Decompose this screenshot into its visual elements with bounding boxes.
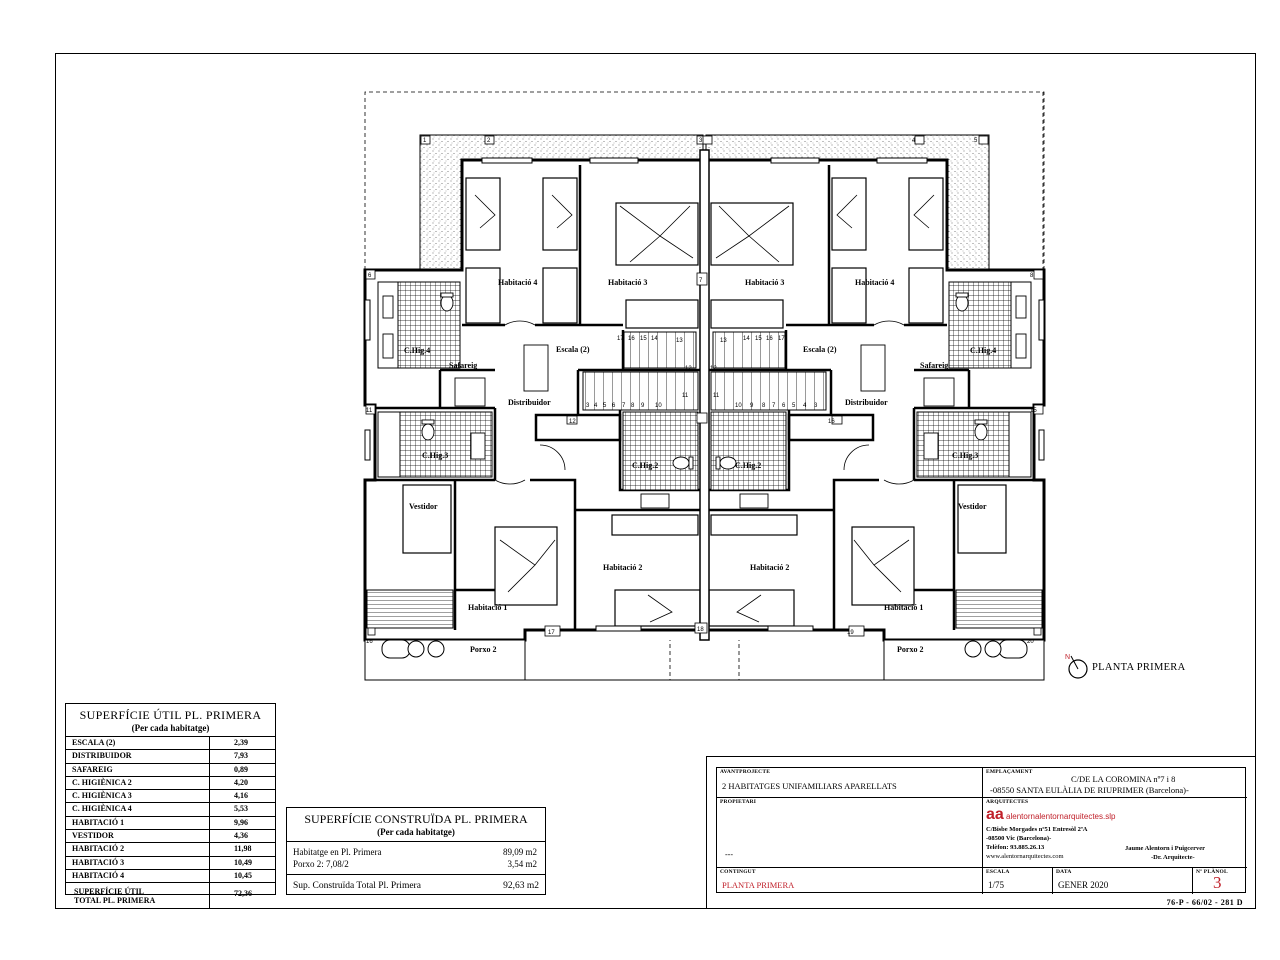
room-label: Safareig	[920, 361, 949, 370]
office-address: -08500 Vic (Barcelona)-	[986, 835, 1052, 842]
table-row	[66, 830, 275, 843]
stair-step-number: 17	[778, 336, 785, 342]
row-name: Porxo 2: 7,08/2	[293, 859, 349, 869]
row-value: 4,20	[234, 777, 248, 787]
table-row	[293, 858, 539, 870]
stair-step-number: 10	[655, 403, 662, 409]
stair-step-number: 9	[750, 403, 754, 409]
architect-name: Jaume Alentorn i Puigcerver	[1125, 845, 1205, 852]
stair-step-number: 13	[720, 338, 727, 344]
cell-caption: EMPLAÇAMENT	[986, 769, 1033, 775]
row-name: HABITACIÓ 3	[66, 857, 210, 869]
row-name: ESCALA (2)	[66, 737, 210, 749]
stair-step-number: 8	[762, 403, 766, 409]
stair-step-number: 8	[631, 403, 635, 409]
row-name: C. HIGIÈNICA 4	[66, 803, 210, 815]
table-subtitle: (Per cada habitatge)	[377, 827, 455, 837]
arquitectes-cell	[983, 798, 1247, 868]
room-label: Porxo 2	[470, 645, 497, 654]
title-block-grid	[716, 767, 1246, 893]
room-label: Vestidor	[409, 502, 438, 511]
axis-marker: 20	[1027, 639, 1034, 645]
row-value: 3,54 m2	[507, 859, 537, 869]
stair-step-number: 16	[828, 419, 835, 425]
table-row	[66, 750, 275, 763]
room-label: Habitació 3	[745, 278, 785, 287]
stair-step-number: 17	[617, 336, 624, 342]
sheet-content: PLANTA PRIMERA	[722, 880, 795, 890]
stair-step-number: 13	[676, 338, 683, 344]
axis-marker: 11	[366, 408, 373, 414]
stair-step-number: 14	[651, 336, 658, 342]
row-value: 4,36	[234, 831, 248, 841]
stair-step-number: 12	[685, 366, 692, 372]
stair-step-number: 3	[814, 403, 818, 409]
row-name: Habitatge en Pl. Primera	[293, 847, 382, 857]
title-block	[706, 756, 1256, 909]
table-total-row	[287, 875, 545, 891]
stair-step-number: 5	[603, 403, 607, 409]
plan-number-cell	[1193, 868, 1247, 894]
row-value: 2,39	[234, 738, 248, 747]
table-body	[287, 842, 545, 875]
axis-marker: 2	[487, 138, 491, 144]
propietari-cell	[717, 798, 983, 868]
address-line: C/DE LA COROMINA nº7 i 8	[1071, 774, 1176, 784]
stair-step-number: 6	[782, 403, 786, 409]
room-label: Habitació 1	[884, 603, 924, 612]
project-name: 2 HABITATGES UNIFAMILIARS APARELLATS	[722, 781, 897, 791]
room-label: Escala (2)	[556, 345, 590, 354]
stair-step-number: 14	[743, 336, 750, 342]
cell-caption: DATA	[1056, 869, 1072, 875]
room-label: C.Hig.4	[970, 346, 997, 355]
escala-cell	[983, 868, 1053, 894]
row-name: C. HIGIÈNICA 3	[66, 790, 210, 802]
avantprojecte-cell	[717, 768, 983, 798]
stair-step-number: 4	[594, 403, 598, 409]
table-header	[287, 808, 545, 842]
stair-step-number: 15	[640, 336, 647, 342]
built-area-table	[286, 807, 546, 895]
stair-step-number: 7	[772, 403, 776, 409]
cell-caption: AVANTPROJECTE	[720, 769, 771, 775]
total-value: 72,36	[234, 889, 252, 899]
row-value: 9,96	[234, 817, 248, 827]
row-value: 4,16	[234, 791, 248, 801]
room-label: C.Hig.2	[632, 461, 659, 470]
row-name: SAFAREIG	[66, 764, 210, 776]
table-row	[66, 790, 275, 803]
room-label: Habitació 4	[855, 278, 895, 287]
contingut-cell	[717, 868, 983, 894]
row-value: 7,93	[234, 751, 248, 761]
stair-step-number: 6	[612, 403, 616, 409]
total-label-line: TOTAL PL. PRIMERA	[74, 896, 156, 906]
row-value: 10,49	[234, 857, 252, 867]
room-label: Safareig	[449, 361, 478, 370]
architects-logo	[986, 806, 1115, 824]
row-name: DISTRIBUIDOR	[66, 750, 210, 762]
row-value: 5,53	[234, 804, 248, 814]
logo-text: alentornalentornarquitectes.slp	[1006, 812, 1116, 821]
axis-marker: 6	[368, 273, 372, 279]
cell-caption: Nº PLÀNOL	[1196, 869, 1228, 875]
stair-step-number: 15	[755, 336, 762, 342]
room-label: Vestidor	[958, 502, 987, 511]
stair-step-number: 11	[713, 393, 720, 399]
row-name: HABITACIÓ 4	[66, 870, 210, 882]
room-label: Habitació 3	[608, 278, 648, 287]
row-value: 11,98	[234, 844, 252, 854]
row-name: HABITACIÓ 1	[66, 817, 210, 829]
stair-step-number: 5	[792, 403, 796, 409]
room-label: C.Hig.3	[422, 451, 449, 460]
date-value: GENER 2020	[1058, 880, 1109, 890]
office-phone: Telèfon: 93.885.26.13	[986, 844, 1045, 851]
axis-marker: 8	[1030, 273, 1034, 279]
stair-step-number: 11	[682, 393, 689, 399]
office-website: www.alentornarquitectes.com	[986, 853, 1064, 860]
row-value: 89,09 m2	[502, 847, 537, 857]
document-code: 76-P - 66/02 - 281 D	[1166, 898, 1243, 907]
axis-marker: 1	[423, 138, 427, 144]
data-cell	[1053, 868, 1193, 894]
axis-marker: 19	[847, 630, 854, 636]
table-title: SUPERFÍCIE CONSTRUÏDA PL. PRIMERA	[304, 812, 528, 826]
room-label: C.Hig.4	[404, 346, 431, 355]
stair-step-number: 12	[569, 419, 576, 425]
stair-step-number: 3	[586, 403, 590, 409]
stair-step-number: 16	[766, 336, 773, 342]
useful-area-table	[65, 703, 276, 906]
stair-step-number: 9	[641, 403, 645, 409]
room-label: Habitació 2	[750, 563, 790, 572]
logo-mark: aa	[986, 806, 1004, 823]
axis-marker: 4	[912, 138, 916, 144]
row-name: HABITACIÓ 2	[66, 843, 210, 855]
office-address: C/Bisbe Morgades nº51 Entresòl 2ªA	[986, 826, 1088, 833]
total-label-line: SUPERFÍCIE ÚTIL	[74, 887, 145, 897]
total-label	[66, 883, 210, 908]
table-row	[66, 737, 275, 750]
stair-step-number: 7	[622, 403, 626, 409]
row-value: 10,45	[234, 870, 252, 880]
stair-step-number: 10	[735, 403, 742, 409]
table-row	[66, 870, 275, 883]
cell-caption: PROPIETARI	[720, 799, 757, 805]
table-row	[66, 803, 275, 816]
axis-marker: 17	[548, 630, 555, 636]
stair-step-number: 16	[628, 336, 635, 342]
table-row	[66, 857, 275, 870]
stair-step-number: 12	[710, 366, 717, 372]
stair-step-number: 4	[803, 403, 807, 409]
north-arrow-icon	[1064, 651, 1090, 681]
plan-title: PLANTA PRIMERA	[1092, 662, 1186, 673]
room-label: Habitació 4	[498, 278, 538, 287]
row-value: 0,89	[234, 764, 248, 774]
table-row	[66, 777, 275, 790]
party-wall	[700, 150, 709, 640]
total-label: Sup. Construïda Total Pl. Primera	[293, 881, 421, 891]
scale-value: 1/75	[988, 880, 1005, 890]
axis-marker: 15	[1030, 408, 1037, 414]
compass-letter: N	[1065, 654, 1071, 661]
row-name: VESTIDOR	[66, 830, 210, 842]
plan-number: 3	[1213, 873, 1222, 892]
table-row	[293, 846, 539, 858]
total-value: 92,63 m2	[503, 881, 539, 891]
table-row	[66, 843, 275, 856]
row-name: C. HIGIÈNICA 2	[66, 777, 210, 789]
table-header	[66, 704, 275, 737]
room-label: C.Hig.2	[735, 461, 762, 470]
room-label: Distribuidor	[845, 398, 888, 407]
axis-marker: 5	[974, 138, 978, 144]
axis-marker: 7	[699, 278, 703, 284]
architect-title: -Dr. Arquitecte-	[1151, 854, 1195, 861]
axis-marker: 3	[699, 138, 703, 144]
table-title: SUPERFÍCIE ÚTIL PL. PRIMERA	[79, 708, 262, 722]
axis-marker: 18	[697, 627, 704, 633]
address-line: -08550 SANTA EULÀLIA DE RIUPRIMER (Barcelona)-	[990, 785, 1189, 795]
table-row	[66, 817, 275, 830]
cell-caption: ESCALA	[986, 869, 1010, 875]
owner-name: ---	[725, 850, 733, 859]
table-subtitle: (Per cada habitatge)	[131, 723, 210, 733]
room-label: Escala (2)	[803, 345, 837, 354]
table-row	[66, 764, 275, 777]
axis-marker: 16	[366, 639, 373, 645]
cell-caption: CONTINGUT	[720, 869, 756, 875]
emplacament-cell	[983, 768, 1247, 798]
room-label: Habitació 2	[603, 563, 643, 572]
table-total-row	[66, 883, 275, 908]
room-label: Porxo 2	[897, 645, 924, 654]
cell-caption: ARQUITECTES	[986, 799, 1029, 805]
room-label: Distribuidor	[508, 398, 551, 407]
room-label: Habitació 1	[468, 603, 508, 612]
room-label: C.Hig.3	[952, 451, 979, 460]
